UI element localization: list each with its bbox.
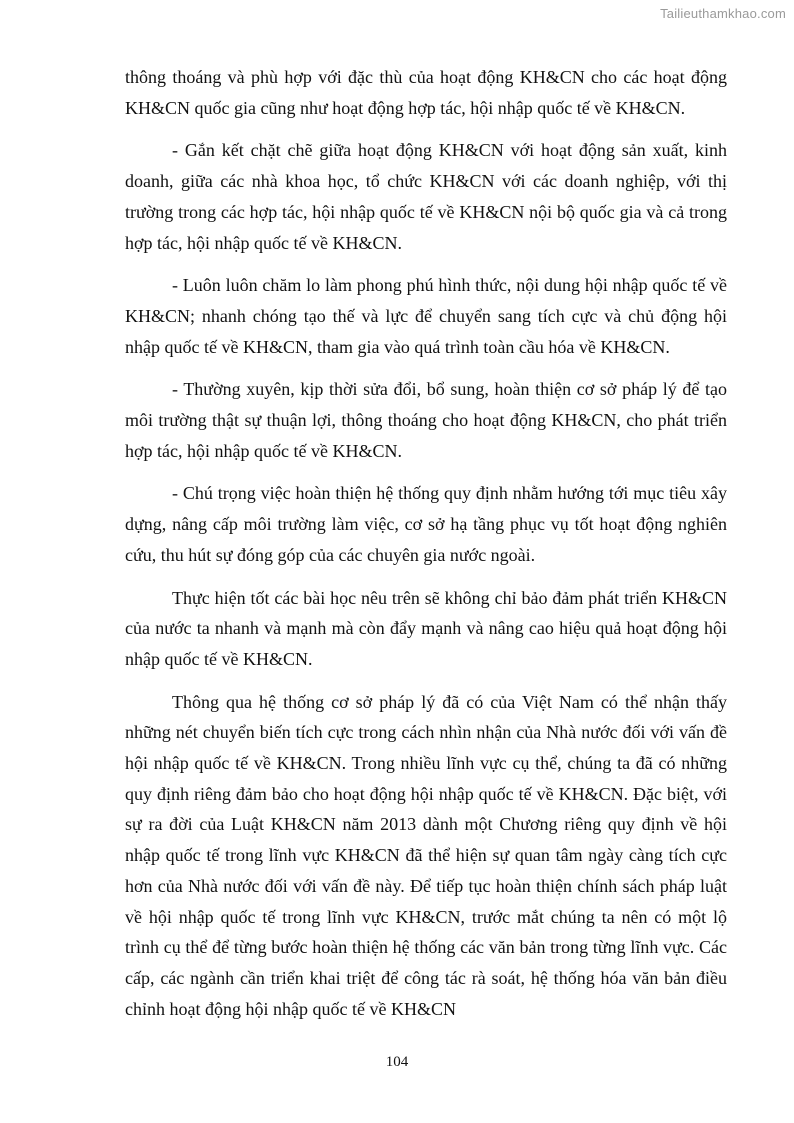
paragraph-bullet-regulations: - Chú trọng việc hoàn thiện hệ thống quy định nhằm hướng tới mục tiêu xây dựng, nâng cấp môi trường làm việc, cơ sở hạ tầng phục vụ tốt hoạt động nghiên cứu, thu hút sự đóng góp của các chuyên gia nước ngoài. [125,483,727,565]
paragraph-lessons: Thực hiện tốt các bài học nêu trên sẽ không chỉ bảo đảm phát triển KH&CN của nước ta nhanh và mạnh mà còn đẩy mạnh và nâng cao hiệu quả hoạt động hội nhập quốc tế về KH&CN. [125,587,727,669]
paragraph-bullet-legal-basis: - Thường xuyên, kịp thời sửa đổi, bổ sung, hoàn thiện cơ sở pháp lý để tạo môi trường thật sự thuận lợi, thông thoáng cho hoạt động KH&CN, cho phát triển hợp tác, hội nhập quốc tế về KH&CN. [125,379,727,461]
paragraph-bullet-diversify: - Luôn luôn chăm lo làm phong phú hình thức, nội dung hội nhập quốc tế về KH&CN; nhanh chóng tạo thế và lực để chuyển sang tích cực và chủ động hội nhập quốc tế về KH&CN, tham gia vào quá trình toàn cầu hóa về KH&CN. [125,275,727,357]
watermark: Tailieuthamkhao.com [660,6,786,21]
paragraph-bullet-linkage: - Gắn kết chặt chẽ giữa hoạt động KH&CN với hoạt động sản xuất, kinh doanh, giữa các nhà khoa học, tổ chức KH&CN với các doanh nghiệp, với thị trường trong các hợp tác, hội nhập quốc tế về KH&CN nội bộ quốc gia và cả trong hợp tác, hội nhập quốc tế về KH&CN. [125,140,727,253]
page-number: 104 [385,1054,409,1070]
paragraph-legal-system: Thông qua hệ thống cơ sở pháp lý đã có của Việt Nam có thể nhận thấy những nét chuyển biến tích cực trong cách nhìn nhận của Nhà nước đối với vấn đề hội nhập quốc tế về KH&CN. Trong nhiều lĩnh vực cụ thể, chúng ta đã có những quy định riêng đảm bảo cho hoạt động hội nhập quốc tế về KH&CN. Đặc biệt, với sự ra đời của Luật KH&CN năm 2013 dành một Chương riêng quy định về hội nhập quốc tế trong lĩnh vực KH&CN đã thể hiện sự quan tâm ngày càng tích cực hơn của Nhà nước đối với vấn đề này. Để tiếp tục hoàn thiện chính sách pháp luật về hội nhập quốc tế trong lĩnh vực KH&CN, trước mắt chúng ta nên có một lộ trình cụ thể để từng bước hoàn thiện hệ thống các văn bản trong từng lĩnh vực. Các cấp, các ngành cần triển khai triệt để công tác rà soát, hệ thống hóa văn bản điều chỉnh hoạt động hội nhập quốc tế về KH&CN [125,691,727,1019]
document-body [125,62,727,1036]
paragraph-continuation: thông thoáng và phù hợp với đặc thù của hoạt động KH&CN cho các hoạt động KH&CN quốc gia cũng như hoạt động hợp tác, hội nhập quốc tế về KH&CN. [125,67,727,118]
